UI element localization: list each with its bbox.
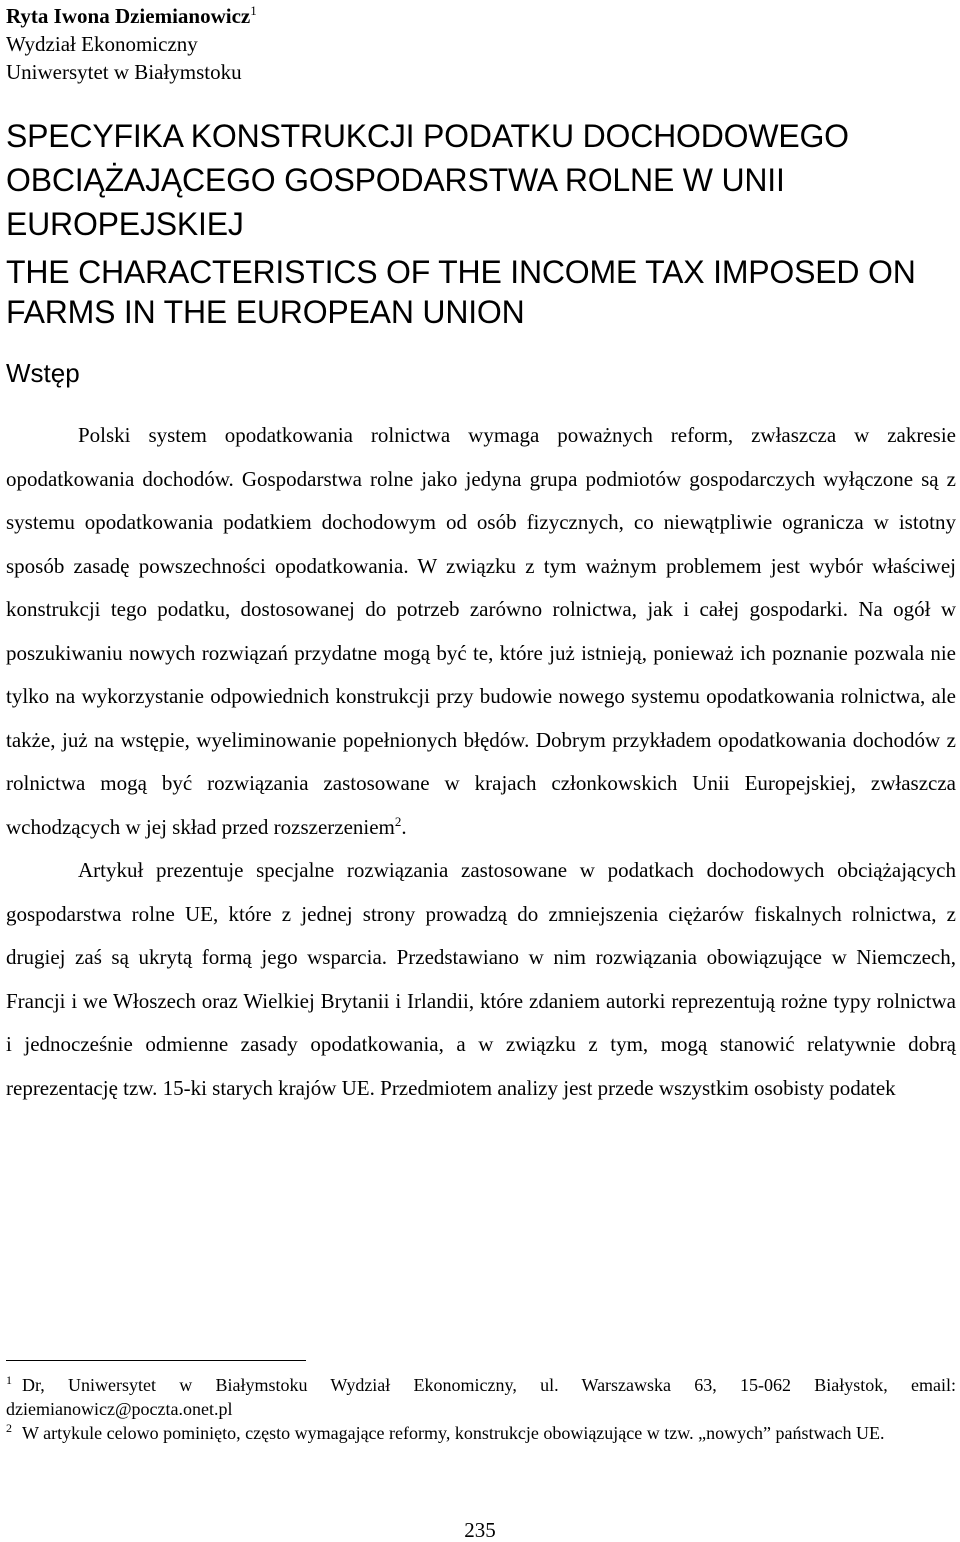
author-footnote-mark: 1 [250, 3, 257, 18]
paragraph-2: Artykuł prezentuje specjalne rozwiązania zastosowane w podatkach dochodowych obciążających gospodarstwa rolne UE, które z jednej strony prowadzą do zmniejszenia ciężarów fiskalnych rolnictwa, z drugiej zaś są ukrytą formą jego wsparcia. Przedstawiano w nim rozwiązania obowiązujące w Niemczech, Francji i we Włoszech oraz Wielkiej Brytanii i Irlandii, które zdaniem autorki reprezentują rożne typy rolnictwa i jednocześnie odmienne zasady opodatkowania, a w związku z tym, mogą stanowić relatywnie dobrą reprezentację tzw. 15-ki starych krajów UE. Przedmiotem analizy jest przede wszystkim osobisty podatek [6, 858, 956, 1100]
paragraph-1-text: Polski system opodatkowania rolnictwa wymaga poważnych reform, zwłaszcza w zakresie opodatkowania dochodów. Gospodarstwa rolne jako jedyna grupa podmiotów gospodarczych wyłączone są z systemu opodatkowania podatkiem dochodowym od osób fizycznych, co niewątpliwie ogranicza w istotny sposób zasadę powszechności opodatkowania. W związku z tym ważnym problemem jest wybór właściwej konstrukcji tego podatku, dostosowanej do potrzeb zarówno rolnictwa, jak i całej gospodarki. Na ogół w poszukiwaniu nowych rozwiązań przydatne mogą być te, które już istnieją, ponieważ ich poznanie pozwala nie tylko na wykorzystanie odpowiednich konstrukcji przy budowie nowego systemu opodatkowania rolnictwa, ale także, już na wstępie, wyeliminowanie popełnionych błędów. Dobrym przykładem opodatkowania dochodów z rolnictwa mogą być rozwiązania zastosowane w krajach członkowskich Unii Europejskiej, zwłaszcza wchodzących w jej skład przed rozszerzeniem [6, 423, 956, 839]
title-polish: SPECYFIKA KONSTRUKCJI PODATKU DOCHODOWEGO OBCIĄŻAJĄCEGO GOSPODARSTWA ROLNE W UNII EUROPEJSKIEJ [6, 118, 849, 242]
title-english: THE CHARACTERISTICS OF THE INCOME TAX IMPOSED ON FARMS IN THE EUROPEAN UNION [6, 254, 916, 330]
footnote-divider [6, 1360, 306, 1361]
paragraph-1-end: . [401, 814, 407, 839]
footnotes [6, 1373, 956, 1445]
footnote-2-mark: 2 [394, 813, 402, 829]
author-block [6, 2, 906, 86]
paragraph-1 [6, 414, 956, 849]
footnote-1-number: 1 [6, 1373, 12, 1387]
author-line [6, 2, 906, 30]
footnote-1-text: Dr, Uniwersytet w Białymstoku Wydział Ekonomiczny, ul. Warszawska 63, 15-062 Białystok, email: dziemianowicz@poczta.onet.pl [6, 1375, 956, 1419]
footnote-2-text: W artykule celowo pominięto, często wymagające reformy, konstrukcje obowiązujące w tzw. „nowych” państwach UE. [22, 1423, 885, 1443]
body-text [6, 414, 956, 1110]
author-university: Uniwersytet w Białymstoku [6, 60, 242, 84]
author-department: Wydział Ekonomiczny [6, 32, 198, 56]
author-name: Ryta Iwona Dziemianowicz [6, 4, 251, 28]
section-heading: Wstęp [6, 358, 80, 388]
footnote-1 [6, 1373, 956, 1421]
page-number: 235 [464, 1518, 496, 1542]
footnote-2-number: 2 [6, 1421, 12, 1435]
footnote-2 [6, 1421, 956, 1445]
